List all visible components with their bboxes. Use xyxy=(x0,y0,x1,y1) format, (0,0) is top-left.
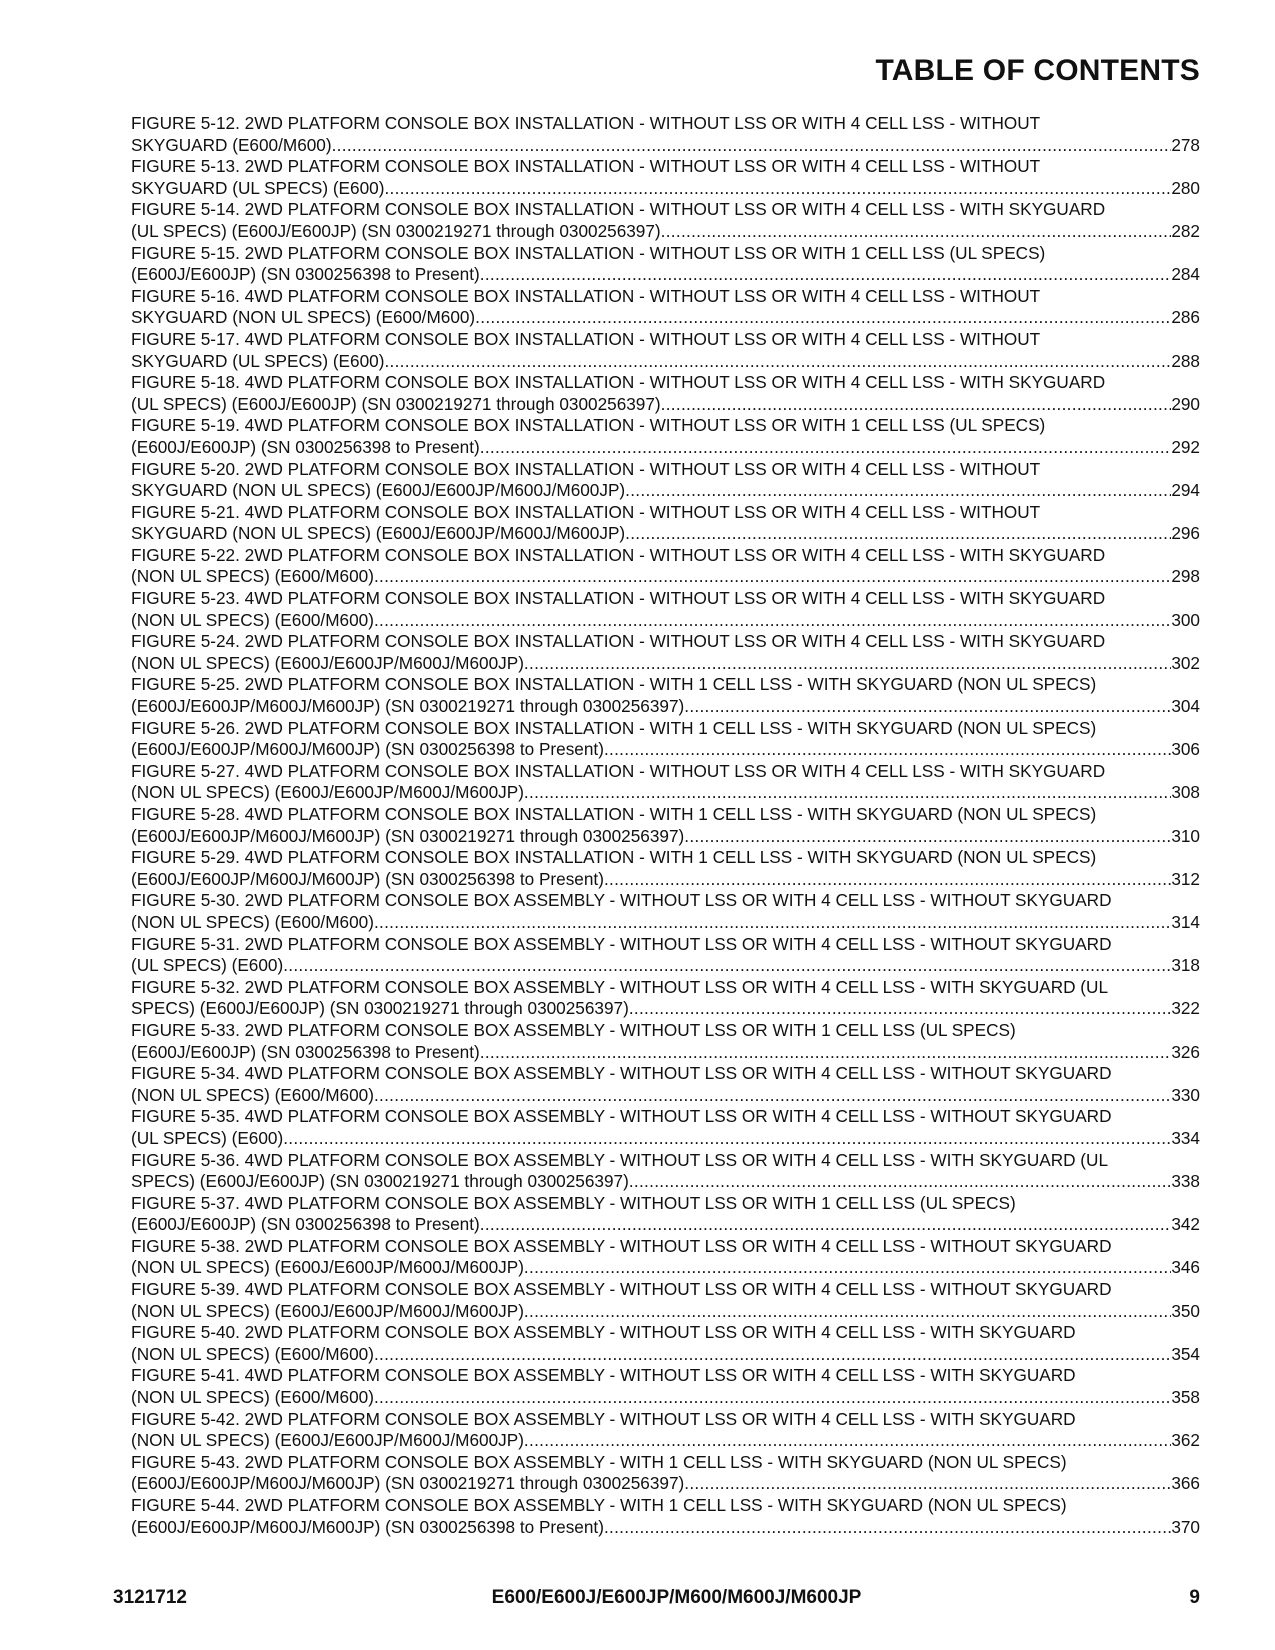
dot-leader xyxy=(374,1085,1171,1107)
toc-entry-page: 292 xyxy=(1171,436,1200,457)
toc-entry[interactable] xyxy=(131,1495,1200,1538)
footer-page-number: 9 xyxy=(1189,1587,1200,1608)
toc-entry-title: FIGURE 5-20. 2WD PLATFORM CONSOLE BOX INSTALLATION - WITHOUT LSS OR WITH 4 CELL LSS - WITHOUT xyxy=(131,458,1041,479)
toc-entry-page: 288 xyxy=(1171,350,1200,371)
toc-entry-title-cont: (NON UL SPECS) (E600J/E600JP/M600J/M600JP) xyxy=(131,1300,524,1321)
toc-entry-title-cont: (NON UL SPECS) (E600/M600) xyxy=(131,1387,374,1408)
toc-entry[interactable] xyxy=(131,286,1200,329)
dot-leader xyxy=(524,1257,1171,1279)
toc-entry-page: 310 xyxy=(1171,825,1200,846)
dot-leader xyxy=(480,264,1172,286)
toc-entry[interactable] xyxy=(131,156,1200,199)
dot-leader xyxy=(283,1128,1171,1150)
page-footer xyxy=(113,1587,1200,1613)
dot-leader xyxy=(384,351,1171,373)
toc-entry[interactable] xyxy=(131,502,1200,545)
dot-leader xyxy=(524,653,1171,675)
toc-entry-title-cont: (E600J/E600JP/M600J/M600JP) (SN 0300256398 to Present) xyxy=(131,739,604,760)
toc-entry-title-cont: SKYGUARD (UL SPECS) (E600) xyxy=(131,350,385,371)
toc-entry[interactable] xyxy=(131,1365,1200,1408)
toc-entry-page: 304 xyxy=(1171,696,1200,717)
toc-entry-title-cont: (NON UL SPECS) (E600J/E600JP/M600J/M600JP) xyxy=(131,782,524,803)
toc-entry-page: 370 xyxy=(1171,1516,1200,1537)
footer-doc-number: 3121712 xyxy=(113,1587,187,1608)
toc-entry-title: FIGURE 5-43. 2WD PLATFORM CONSOLE BOX ASSEMBLY - WITH 1 CELL LSS - WITH SKYGUARD (NON UL SPECS) xyxy=(131,1451,1067,1472)
toc-entry-title: FIGURE 5-44. 2WD PLATFORM CONSOLE BOX ASSEMBLY - WITH 1 CELL LSS - WITH SKYGUARD (NON UL SPECS) xyxy=(131,1495,1067,1515)
toc-entry-title-cont: (NON UL SPECS) (E600/M600) xyxy=(131,1084,374,1105)
toc-entry[interactable] xyxy=(131,804,1200,847)
toc-entry-title: FIGURE 5-18. 4WD PLATFORM CONSOLE BOX INSTALLATION - WITHOUT LSS OR WITH 4 CELL LSS - WITH SKYGUARD xyxy=(131,372,1106,393)
toc-entry-title: FIGURE 5-40. 2WD PLATFORM CONSOLE BOX ASSEMBLY - WITHOUT LSS OR WITH 4 CELL LSS - WITH SKYGUARD xyxy=(131,1322,1076,1343)
toc-entry-title: FIGURE 5-25. 2WD PLATFORM CONSOLE BOX INSTALLATION - WITH 1 CELL LSS - WITH SKYGUARD (NON UL SPECS) xyxy=(131,674,1097,695)
toc-entry-page: 358 xyxy=(1171,1387,1200,1408)
dot-leader xyxy=(625,523,1171,545)
toc-entry-title: FIGURE 5-27. 4WD PLATFORM CONSOLE BOX INSTALLATION - WITHOUT LSS OR WITH 4 CELL LSS - WITH SKYGUARD xyxy=(131,760,1106,781)
toc-entry-title-cont: (NON UL SPECS) (E600/M600) xyxy=(131,609,374,630)
toc-entry-page: 330 xyxy=(1171,1084,1200,1105)
dot-leader xyxy=(374,610,1171,632)
toc-entry-title-cont: (E600J/E600JP) (SN 0300256398 to Present) xyxy=(131,436,480,457)
dot-leader xyxy=(374,1344,1171,1366)
toc-entry-title: FIGURE 5-28. 4WD PLATFORM CONSOLE BOX INSTALLATION - WITH 1 CELL LSS - WITH SKYGUARD (NON UL SPECS) xyxy=(131,804,1097,824)
toc-entry[interactable] xyxy=(131,890,1200,933)
toc-entry-title-cont: (E600J/E600JP) (SN 0300256398 to Present) xyxy=(131,1214,480,1235)
toc-entry-title-cont: (UL SPECS) (E600) xyxy=(131,955,284,976)
toc-entry-page: 354 xyxy=(1171,1343,1200,1364)
dot-leader xyxy=(684,1473,1171,1495)
dot-leader xyxy=(374,912,1171,934)
dot-leader xyxy=(604,1517,1171,1539)
toc-entry-title-cont: (NON UL SPECS) (E600J/E600JP/M600J/M600JP) xyxy=(131,1430,524,1451)
toc-entry-page: 308 xyxy=(1171,782,1200,803)
dot-leader xyxy=(332,135,1172,157)
toc-entry-title: FIGURE 5-29. 4WD PLATFORM CONSOLE BOX INSTALLATION - WITH 1 CELL LSS - WITH SKYGUARD (NON UL SPECS) xyxy=(131,847,1097,868)
toc-entry-title: FIGURE 5-36. 4WD PLATFORM CONSOLE BOX ASSEMBLY - WITHOUT LSS OR WITH 4 CELL LSS - WITH SKYGUARD (UL xyxy=(131,1149,1108,1170)
toc-entry-title-cont: SKYGUARD (E600/M600) xyxy=(131,134,332,155)
dot-leader xyxy=(475,307,1171,329)
toc-entry-page: 314 xyxy=(1171,911,1200,932)
toc-entry-page: 284 xyxy=(1171,264,1200,285)
toc-entry[interactable] xyxy=(131,372,1200,415)
toc-entry-title: FIGURE 5-26. 2WD PLATFORM CONSOLE BOX INSTALLATION - WITH 1 CELL LSS - WITH SKYGUARD (NON UL SPECS) xyxy=(131,717,1097,738)
dot-leader xyxy=(283,955,1171,977)
toc-entry-page: 278 xyxy=(1171,134,1200,155)
dot-leader xyxy=(524,1430,1171,1452)
toc-entry-title: FIGURE 5-19. 4WD PLATFORM CONSOLE BOX INSTALLATION - WITHOUT LSS OR WITH 1 CELL LSS (UL SPECS) xyxy=(131,415,1046,436)
toc-entry[interactable] xyxy=(131,415,1200,458)
toc-entry-title-cont: (NON UL SPECS) (E600J/E600JP/M600J/M600JP) xyxy=(131,1257,524,1278)
dot-leader xyxy=(374,1387,1171,1409)
dot-leader xyxy=(604,869,1171,891)
toc-entry-title-cont: (E600J/E600JP/M600J/M600JP) (SN 0300219271 through 0300256397) xyxy=(131,825,685,846)
toc-entry-page: 346 xyxy=(1171,1257,1200,1278)
toc-entry-title-cont: SKYGUARD (NON UL SPECS) (E600/M600) xyxy=(131,307,476,328)
toc-entry-title-cont: (NON UL SPECS) (E600/M600) xyxy=(131,1343,374,1364)
toc-entry-title: FIGURE 5-42. 2WD PLATFORM CONSOLE BOX ASSEMBLY - WITHOUT LSS OR WITH 4 CELL LSS - WITH SKYGUARD xyxy=(131,1408,1076,1429)
toc-entry-page: 338 xyxy=(1171,1171,1200,1192)
toc-entry-title: FIGURE 5-22. 2WD PLATFORM CONSOLE BOX INSTALLATION - WITHOUT LSS OR WITH 4 CELL LSS - WITH SKYGUARD xyxy=(131,544,1106,565)
toc-entry-page: 302 xyxy=(1171,652,1200,673)
toc-entry-page: 366 xyxy=(1171,1473,1200,1494)
toc-entry-title: FIGURE 5-35. 4WD PLATFORM CONSOLE BOX ASSEMBLY - WITHOUT LSS OR WITH 4 CELL LSS - WITHOUT SKYGUARD xyxy=(131,1106,1112,1127)
toc-entry[interactable] xyxy=(131,631,1200,674)
toc-entry-title-cont: SKYGUARD (NON UL SPECS) (E600J/E600JP/M600J/M600JP) xyxy=(131,480,626,501)
toc-entry[interactable] xyxy=(131,1020,1200,1063)
toc-entry-title: FIGURE 5-30. 2WD PLATFORM CONSOLE BOX ASSEMBLY - WITHOUT LSS OR WITH 4 CELL LSS - WITHOUT SKYGUARD xyxy=(131,890,1112,911)
dot-leader xyxy=(629,998,1171,1020)
toc-entry-page: 322 xyxy=(1171,998,1200,1019)
dot-leader xyxy=(524,782,1171,804)
toc-entry[interactable] xyxy=(131,934,1200,977)
toc-entry-page: 296 xyxy=(1171,523,1200,544)
toc-entry[interactable] xyxy=(131,1150,1200,1193)
toc-entry[interactable] xyxy=(131,199,1200,242)
toc-entry[interactable] xyxy=(131,847,1200,890)
toc-entry-title: FIGURE 5-33. 2WD PLATFORM CONSOLE BOX ASSEMBLY - WITHOUT LSS OR WITH 1 CELL LSS (UL SPECS) xyxy=(131,1019,1016,1040)
toc-entry-page: 334 xyxy=(1171,1127,1200,1148)
toc-entry-title: FIGURE 5-31. 2WD PLATFORM CONSOLE BOX ASSEMBLY - WITHOUT LSS OR WITH 4 CELL LSS - WITHOUT SKYGUARD xyxy=(131,933,1112,954)
toc-entry-title: FIGURE 5-16. 4WD PLATFORM CONSOLE BOX INSTALLATION - WITHOUT LSS OR WITH 4 CELL LSS - WITHOUT xyxy=(131,285,1041,306)
toc-entry[interactable] xyxy=(131,329,1200,372)
toc-entry-title-cont: (UL SPECS) (E600J/E600JP) (SN 0300219271 through 0300256397) xyxy=(131,220,661,241)
dot-leader xyxy=(480,1042,1172,1064)
toc-entry-page: 282 xyxy=(1171,220,1200,241)
toc-entry-title: FIGURE 5-37. 4WD PLATFORM CONSOLE BOX ASSEMBLY - WITHOUT LSS OR WITH 1 CELL LSS (UL SPECS) xyxy=(131,1192,1016,1213)
toc-entry-title: FIGURE 5-14. 2WD PLATFORM CONSOLE BOX INSTALLATION - WITHOUT LSS OR WITH 4 CELL LSS - WITH SKYGUARD xyxy=(131,199,1106,220)
dot-leader xyxy=(374,566,1171,588)
toc-entry-title-cont: (UL SPECS) (E600J/E600JP) (SN 0300219271 through 0300256397) xyxy=(131,393,661,414)
toc-entry[interactable] xyxy=(131,977,1200,1020)
toc-entry-title-cont: SPECS) (E600J/E600JP) (SN 0300219271 through 0300256397) xyxy=(131,1171,629,1192)
toc-list xyxy=(131,113,1200,1538)
toc-entry[interactable] xyxy=(131,718,1200,761)
toc-entry-title-cont: (NON UL SPECS) (E600/M600) xyxy=(131,911,374,932)
toc-entry-title: FIGURE 5-23. 4WD PLATFORM CONSOLE BOX INSTALLATION - WITHOUT LSS OR WITH 4 CELL LSS - WITH SKYGUARD xyxy=(131,588,1106,609)
toc-entry-title: FIGURE 5-34. 4WD PLATFORM CONSOLE BOX ASSEMBLY - WITHOUT LSS OR WITH 4 CELL LSS - WITHOUT SKYGUARD xyxy=(131,1063,1112,1084)
toc-entry-page: 294 xyxy=(1171,480,1200,501)
toc-entry-page: 312 xyxy=(1171,868,1200,889)
dot-leader xyxy=(629,1171,1171,1193)
toc-entry-page: 300 xyxy=(1171,609,1200,630)
toc-entry-title: FIGURE 5-38. 2WD PLATFORM CONSOLE BOX ASSEMBLY - WITHOUT LSS OR WITH 4 CELL LSS - WITHOUT SKYGUARD xyxy=(131,1235,1112,1256)
toc-entry-title-cont: (E600J/E600JP) (SN 0300256398 to Present) xyxy=(131,264,480,285)
toc-entry[interactable] xyxy=(131,1063,1200,1106)
toc-entry-title-cont: SKYGUARD (NON UL SPECS) (E600J/E600JP/M600J/M600JP) xyxy=(131,523,626,544)
toc-entry-title: FIGURE 5-24. 2WD PLATFORM CONSOLE BOX INSTALLATION - WITHOUT LSS OR WITH 4 CELL LSS - WITH SKYGUARD xyxy=(131,631,1106,652)
toc-entry-title-cont: SKYGUARD (UL SPECS) (E600) xyxy=(131,177,385,198)
dot-leader xyxy=(684,696,1171,718)
toc-entry-title-cont: (E600J/E600JP/M600J/M600JP) (SN 0300219271 through 0300256397) xyxy=(131,696,685,717)
dot-leader xyxy=(661,394,1172,416)
dot-leader xyxy=(684,826,1171,848)
toc-entry-title: FIGURE 5-13. 2WD PLATFORM CONSOLE BOX INSTALLATION - WITHOUT LSS OR WITH 4 CELL LSS - WITHOUT xyxy=(131,156,1041,177)
toc-entry[interactable] xyxy=(131,243,1200,286)
toc-entry-title: FIGURE 5-15. 2WD PLATFORM CONSOLE BOX INSTALLATION - WITHOUT LSS OR WITH 1 CELL LSS (UL SPECS) xyxy=(131,242,1046,263)
toc-entry-title-cont: (UL SPECS) (E600) xyxy=(131,1127,284,1148)
dot-leader xyxy=(384,178,1171,200)
toc-entry-title: FIGURE 5-41. 4WD PLATFORM CONSOLE BOX ASSEMBLY - WITHOUT LSS OR WITH 4 CELL LSS - WITH SKYGUARD xyxy=(131,1365,1076,1386)
toc-entry-page: 326 xyxy=(1171,1041,1200,1062)
toc-entry-page: 280 xyxy=(1171,177,1200,198)
dot-leader xyxy=(625,480,1171,502)
toc-entry[interactable] xyxy=(131,1106,1200,1149)
toc-entry[interactable] xyxy=(131,1279,1200,1322)
dot-leader xyxy=(480,437,1172,459)
toc-entry[interactable] xyxy=(131,1236,1200,1279)
toc-entry-title: FIGURE 5-39. 4WD PLATFORM CONSOLE BOX ASSEMBLY - WITHOUT LSS OR WITH 4 CELL LSS - WITHOUT SKYGUARD xyxy=(131,1279,1112,1300)
toc-entry[interactable] xyxy=(131,1409,1200,1452)
toc-entry-page: 350 xyxy=(1171,1300,1200,1321)
toc-entry[interactable] xyxy=(131,113,1200,156)
dot-leader xyxy=(524,1301,1171,1323)
toc-entry-page: 318 xyxy=(1171,955,1200,976)
toc-entry-title-cont: (E600J/E600JP) (SN 0300256398 to Present) xyxy=(131,1041,480,1062)
toc-entry-page: 342 xyxy=(1171,1214,1200,1235)
footer-model-list: E600/E600J/E600JP/M600/M600J/M600JP xyxy=(491,1587,862,1608)
dot-leader xyxy=(661,221,1172,243)
toc-entry-title-cont: (NON UL SPECS) (E600J/E600JP/M600J/M600JP) xyxy=(131,652,524,673)
dot-leader xyxy=(480,1214,1172,1236)
toc-entry[interactable] xyxy=(131,459,1200,502)
toc-entry-title-cont: (E600J/E600JP/M600J/M600JP) (SN 0300219271 through 0300256397) xyxy=(131,1473,685,1494)
toc-entry-page: 298 xyxy=(1171,566,1200,587)
toc-entry[interactable] xyxy=(131,588,1200,631)
toc-entry-title-cont: (NON UL SPECS) (E600/M600) xyxy=(131,566,374,587)
toc-entry-page: 290 xyxy=(1171,393,1200,414)
toc-entry-title-cont: (E600J/E600JP/M600J/M600JP) (SN 0300256398 to Present) xyxy=(131,1516,604,1537)
toc-entry[interactable] xyxy=(131,1322,1200,1365)
toc-entry[interactable] xyxy=(131,545,1200,588)
toc-entry-page: 286 xyxy=(1171,307,1200,328)
toc-entry-page: 362 xyxy=(1171,1430,1200,1451)
toc-entry-title: FIGURE 5-32. 2WD PLATFORM CONSOLE BOX ASSEMBLY - WITHOUT LSS OR WITH 4 CELL LSS - WITH SKYGUARD (UL xyxy=(131,976,1108,997)
toc-entry-title: FIGURE 5-21. 4WD PLATFORM CONSOLE BOX INSTALLATION - WITHOUT LSS OR WITH 4 CELL LSS - WITHOUT xyxy=(131,501,1041,522)
page-title: TABLE OF CONTENTS xyxy=(875,54,1200,87)
toc-entry-page: 306 xyxy=(1171,739,1200,760)
toc-entry[interactable] xyxy=(131,761,1200,804)
toc-entry[interactable] xyxy=(131,1452,1200,1495)
dot-leader xyxy=(604,739,1171,761)
toc-entry-title: FIGURE 5-17. 4WD PLATFORM CONSOLE BOX INSTALLATION - WITHOUT LSS OR WITH 4 CELL LSS - WITHOUT xyxy=(131,328,1041,349)
toc-entry-title-cont: (E600J/E600JP/M600J/M600JP) (SN 0300256398 to Present) xyxy=(131,868,604,889)
toc-entry-title: FIGURE 5-12. 2WD PLATFORM CONSOLE BOX INSTALLATION - WITHOUT LSS OR WITH 4 CELL LSS - WITHOUT xyxy=(131,113,1041,133)
toc-entry[interactable] xyxy=(131,1193,1200,1236)
toc-entry[interactable] xyxy=(131,674,1200,717)
toc-entry-title-cont: SPECS) (E600J/E600JP) (SN 0300219271 through 0300256397) xyxy=(131,998,629,1019)
